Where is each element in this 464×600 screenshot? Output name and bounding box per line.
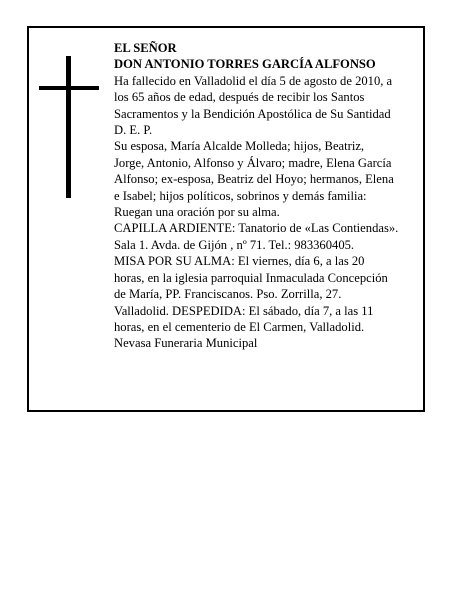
obituary-deceased-name: DON ANTONIO TORRES GARCÍA ALFONSO (114, 57, 376, 72)
obituary-line: horas, en la iglesia parroquial Inmaculada Concepción (114, 270, 388, 285)
obituary-line: horas, en el cementerio de El Carmen, Valladolid. (114, 319, 365, 334)
obituary-line: Jorge, Antonio, Alfonso y Álvaro; madre, Elena García (114, 155, 392, 170)
obituary-line: MISA POR SU ALMA: El viernes, día 6, a las 20 (114, 254, 365, 269)
obituary-text (114, 40, 429, 352)
obituary-line: D. E. P. (114, 123, 153, 138)
obituary-line: de María, PP. Franciscanos. Pso. Zorrilla, 27. (114, 287, 342, 302)
obituary-line: Alfonso; ex-esposa, Beatriz del Hoyo; hermanos, Elena (114, 172, 394, 187)
obituary-line: CAPILLA ARDIENTE: Tanatorio de «Las Contiendas». (114, 221, 399, 236)
obituary-line: Nevasa Funeraria Municipal (114, 336, 258, 351)
obituary-line: Sacramentos y la Bendición Apostólica de Su Santidad (114, 106, 391, 121)
obituary-line: Sala 1. Avda. de Gijón , nº 71. Tel.: 983360405. (114, 237, 355, 252)
obituary-frame (27, 26, 425, 412)
obituary-line: e Isabel; hijos políticos, sobrinos y demás familia: (114, 188, 367, 203)
obituary-line: Valladolid. DESPEDIDA: El sábado, día 7, a las 11 (114, 303, 374, 318)
cross-icon (39, 56, 99, 198)
obituary-line: Ha fallecido en Valladolid el día 5 de agosto de 2010, a (114, 73, 393, 88)
obituary-line: Ruegan una oración por su alma. (114, 205, 280, 220)
obituary-line: los 65 años de edad, después de recibir los Santos (114, 90, 365, 105)
obituary-line: Su esposa, María Alcalde Molleda; hijos, Beatriz, (114, 139, 365, 154)
obituary-title-line-1: EL SEÑOR (114, 41, 177, 55)
